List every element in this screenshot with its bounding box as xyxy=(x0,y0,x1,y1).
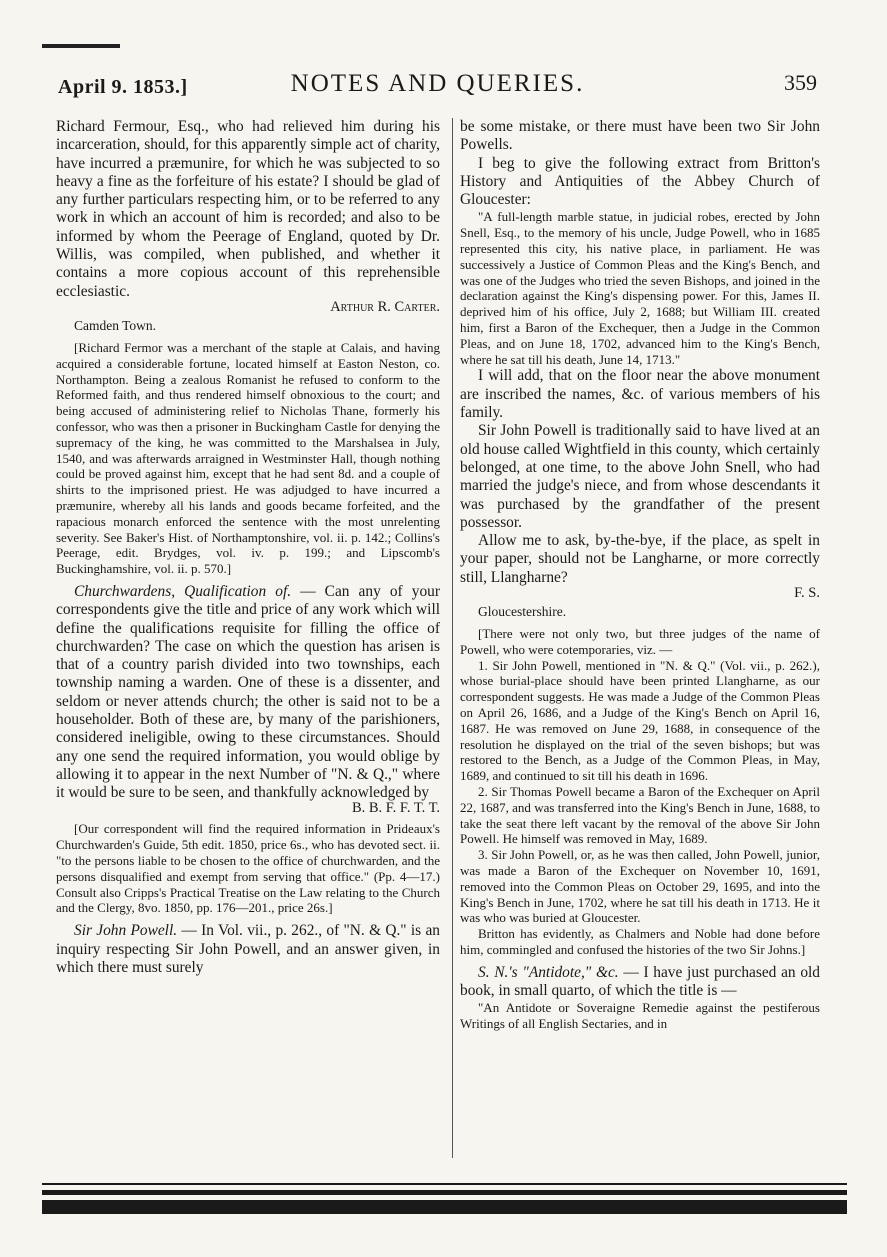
powell-query-start: — In Vol. vii., p. 262., of "N. & Q." is an inquiry respecting Sir John Powell, and an answer given, in which there must surely xyxy=(56,922,440,976)
page-number: 359 xyxy=(784,70,817,95)
powell-reply-intro: [There were not only two, but three judges of the name of Powell, who were cotemporaries, viz. — xyxy=(460,626,820,657)
column-divider xyxy=(452,118,453,1158)
bottom-rule-thick xyxy=(42,1190,847,1195)
powell-place: Gloucestershire. xyxy=(478,604,567,620)
page-header xyxy=(58,66,817,106)
powell-reply-item-3: 3. Sir John Powell, or, as he was then called, John Powell, junior, was made a Baron of the Exchequer on November 10, 1691, removed into the Common Pleas on October 29, 1695, and into the King's Bench in June, 1702, where he sat till his death in 1713. He it was who was buried at Gloucester. xyxy=(460,847,820,926)
left-column xyxy=(56,118,440,977)
wightfield-note: Sir John Powell is traditionally said to have lived at an old house called Wightfield in this county, which certainly belonged, at one time, to the above John Snell, who had married the judge's niece, and from whose descendants it was purchased by the grandfather of the present possessor. xyxy=(460,422,820,531)
fermour-place: Camden Town. xyxy=(74,317,157,333)
antidote-paragraph xyxy=(460,964,820,1001)
powell-query-end: be some mistake, or there must have been two Sir John Powells. xyxy=(460,118,820,154)
right-column xyxy=(460,118,820,1032)
antidote-heading: S. N.'s "Antidote," &c. xyxy=(478,963,619,981)
fermour-signature: Arthur R. Carter. xyxy=(330,298,440,315)
powell-query-paragraph xyxy=(56,922,440,977)
langharne-note: Allow me to ask, by-the-bye, if the place, as spelt in your paper, should not be Langharne, or more correctly still, Llangharne? xyxy=(460,532,820,586)
journal-title: NOTES AND QUERIES. xyxy=(290,70,585,97)
fermour-query: Richard Fermour, Esq., who had relieved him during his incarceration, should, for this apparently simple act of charity, have incurred a præmunire, for which he was subjected to so heavy a fine as the forfeiture of his estate? I should be glad of any further particulars respecting him, or to be referred to any work in which an account of him is recorded; and also to be informed by whom the Peerage of England, quoted by Dr. Willis, was compiled, when published, and whether it contains a more copious account of this reprehensible ecclesiastic. xyxy=(56,118,440,300)
powell-heading: Sir John Powell. xyxy=(74,922,178,940)
churchwardens-query: — Can any of your correspondents give the title and price of any work which will define the qualifications requisite for filling the office of churchwarden? The case on which the question has arisen is that of a country parish divided into two townships, each township naming a warden. One of these is a dissenter, and seldom or never attends church; the other is said not to be a householder. Both of these are, by many of the parishioners, considered ineligible, owing to these circumstances. Should any one send the required information, you would oblige by allowing it to appear in the next Number of "N. & Q.," where it would be sure to be seen, and thankfully acknowledged by xyxy=(56,582,440,802)
churchwardens-signature: B. B. F. F. T. T. xyxy=(351,800,440,817)
top-rule xyxy=(42,44,120,48)
antidote-quote: "An Antidote or Soveraigne Remedie against the pestiferous Writings of all English Sectaries, and in xyxy=(460,1000,820,1032)
floor-note: I will add, that on the floor near the above monument are inscribed the names, &c. of various members of his family. xyxy=(460,367,820,422)
fermour-editor-reply: [Richard Fermor was a merchant of the staple at Calais, and having acquired a considerable fortune, located himself at Easton Neston, co. Northampton. Being a zealous Romanist he refused to conform to the Reformed faith, and thus rendered himself obnoxious to the court; and being accused of administering relief to Nicholas Thane, formerly his confessor, who was then a prisoner in Buckingham Castle for denying the supremacy of the king, he was committed to the Marshalsea in July, 1540, and was afterwards arraigned in Westminster Hall, though nothing could be proved against him, except that he had sent 8d. and a couple of shirts to the imprisoned priest. He was adjudged to have incurred a præmunire, whereby all his lands and goods became forfeited, and the rapacious monarch enforced the sentence with the most unrelenting severity. See Baker's Hist. of Northamptonshire, vol. ii. p. 142.; Collins's Peerage, edit. Brydges, vol. iv. p. 199.; and Lipscomb's Buckinghamshire, vol. ii. p. 570.] xyxy=(56,339,440,577)
powell-reply-conclusion: Britton has evidently, as Chalmers and Noble had done before him, commingled and confused the histories of the two Sir Johns.] xyxy=(460,926,820,957)
issue-date: April 9. 1853.] xyxy=(58,76,188,98)
bottom-rule-thin xyxy=(42,1183,847,1185)
churchwardens-editor-reply: [Our correspondent will find the required information in Prideaux's Churchwarden's Guide, 5th edit. 1850, price 6s., who has devoted sect. ii. "to the persons liable to be chosen to the office of churchwarden, and the persons disqualified and exempt from serving that office." (Pp. 4—17.) Consult also Cripps's Practical Treatise on the Law relating to the Church and the Clergy, 8vo. 1850, pp. 176—201., price 26s.] xyxy=(56,821,440,916)
powell-signature: F. S. xyxy=(794,585,820,602)
powell-reply-item-2: 2. Sir Thomas Powell became a Baron of the Exchequer on April 22, 1687, and was transferred into the King's Bench in June, 1688, to take the seat there left vacant by the removal of the above Sir John Powell. He himself was removed in May, 1689. xyxy=(460,783,820,847)
powell-reply-item-1: 1. Sir John Powell, mentioned in "N. & Q." (Vol. vii., p. 262.), whose burial-place should have been printed Llangharne, as our correspondent suggests. He was made a Judge of the Common Pleas on April 26, 1686, and a Judge of the King's Bench on April 16, 1687. He was removed on June 29, 1688, in consequence of the resolution he displayed on the trial of the seven bishops; but was restored to the Bench, as a Judge of the Common Pleas, in May, 1689, and continued to sit till his death in 1696. xyxy=(460,657,820,784)
britton-quote: "A full-length marble statue, in judicial robes, erected by John Snell, Esq., to the memory of his uncle, Judge Powell, who in 1685 represented this city, his native place, in parliament. He was successively a Justice of Common Pleas and the King's Bench, and was one of the Judges who tried the seven Bishops, and joined in the declaration against the King's dispensing power. For this, James II. deprived him of his office, July 2, 1688; but William III. created him, first a Baron of the Exchequer, then a Judge in the Common Pleas, and on June 18, 1702, advanced him to the King's Bench, where he sat till his death, June 14, 1713." xyxy=(460,209,820,367)
britton-intro: I beg to give the following extract from Britton's History and Antiquities of the Abbey Church of Gloucester: xyxy=(460,154,820,209)
churchwardens-query-paragraph xyxy=(56,583,440,803)
antidote-text: — I have just purchased an old book, in small quarto, of which the title is — xyxy=(460,963,820,1000)
churchwardens-heading: Churchwardens, Qualification of. xyxy=(74,582,292,600)
bottom-rule-base xyxy=(42,1200,847,1214)
